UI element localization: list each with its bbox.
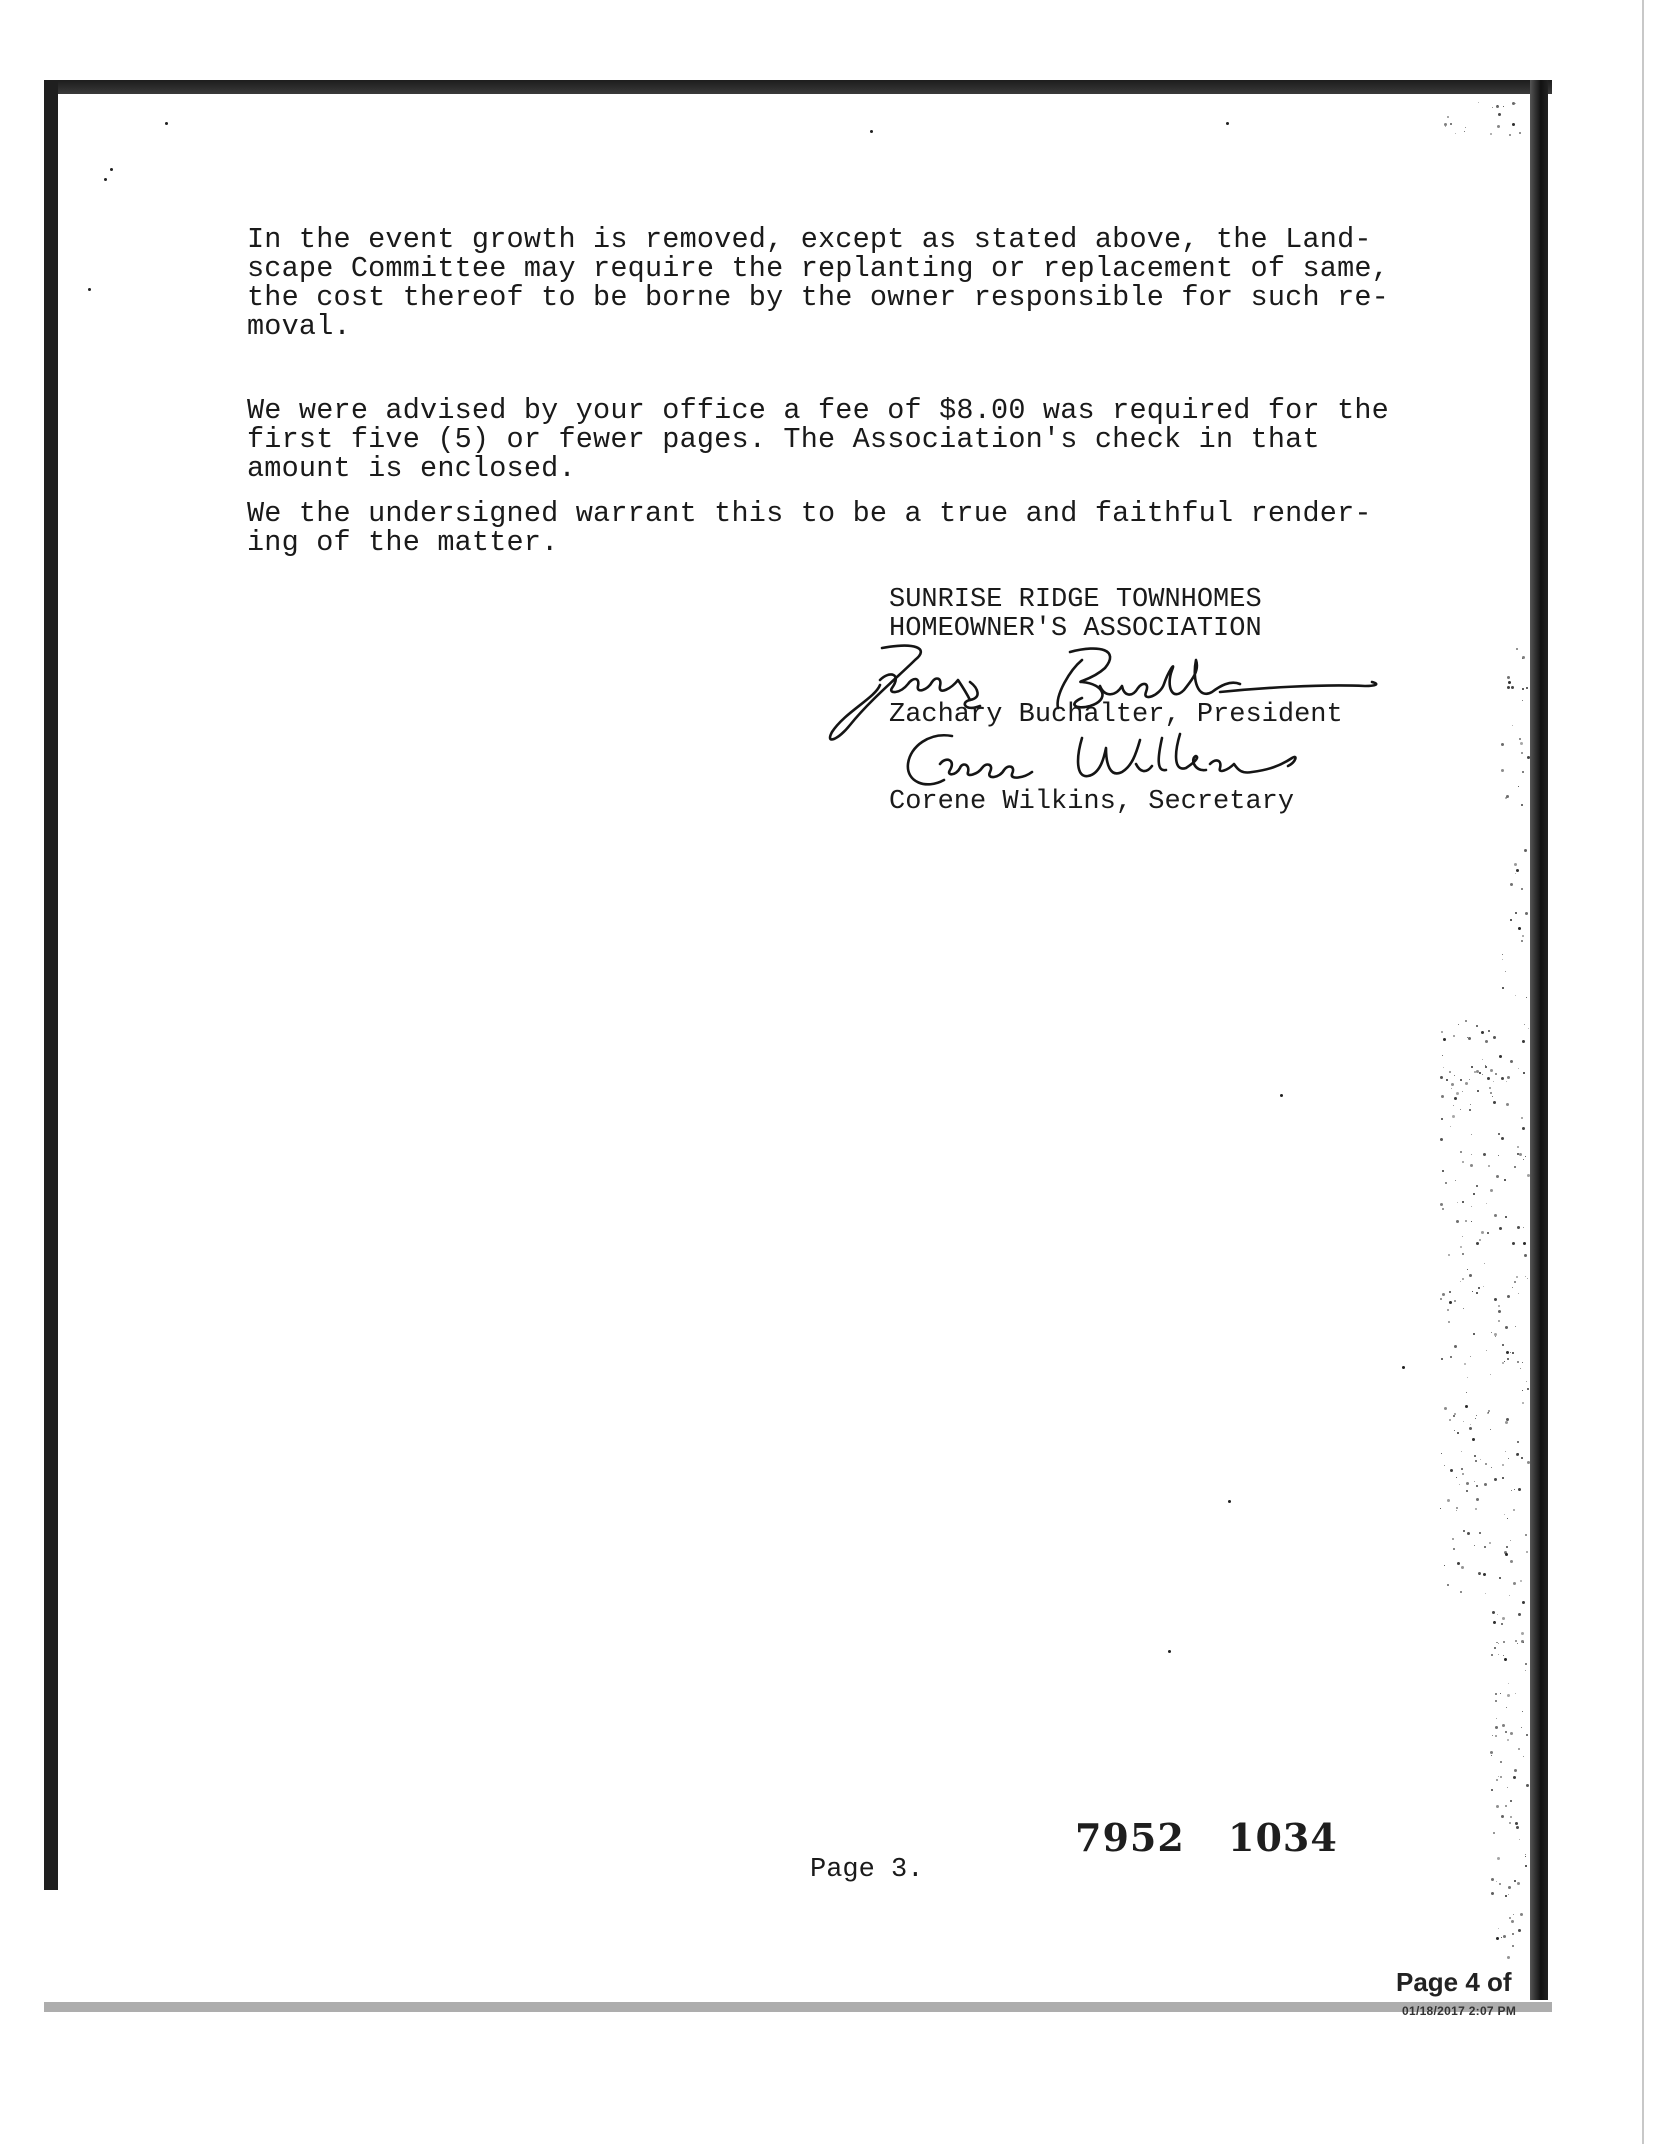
scan-speckle [1516,869,1519,872]
scan-speckle [1454,1430,1455,1431]
scan-speckle [1444,1465,1445,1466]
scan-speckle [1490,1092,1492,1094]
scan-speckle [1482,1074,1483,1075]
scan-speckle [1465,1405,1468,1408]
scan-speckle [1517,1882,1520,1885]
scan-speckle [870,130,873,133]
scan-speckle [1505,971,1506,972]
scan-speckle [1465,1020,1467,1022]
scan-speckle [1452,1538,1454,1540]
scan-speckle [1506,795,1509,798]
scan-speckle [1490,1751,1493,1754]
scan-speckle [1503,1935,1506,1938]
scan-speckle [1456,1092,1459,1095]
scan-speckle [1525,1856,1526,1857]
scan-speckle [88,288,91,291]
scan-speckle [1494,1214,1497,1217]
scan-speckle [1478,1287,1480,1289]
scan-speckle [1473,1193,1475,1195]
association-name-line-1: SUNRISE RIDGE TOWNHOMES [889,585,1262,615]
page-number-label: Page 3. [810,1855,924,1885]
scan-speckle [1454,1413,1456,1415]
scan-speckle [1496,1937,1499,1940]
scan-speckle [1521,1727,1522,1728]
scan-speckle [1522,935,1524,937]
scan-speckle [1495,1336,1496,1337]
scan-speckle [1476,1498,1479,1501]
scan-speckle [1494,1621,1495,1622]
scan-speckle [1508,681,1511,684]
scan-speckle [1467,1532,1470,1535]
scan-speckle [1475,1418,1476,1419]
scan-speckle [1505,1421,1508,1424]
scan-speckle [1512,1352,1514,1354]
scan-speckle [1499,1883,1501,1885]
scan-speckle [1490,133,1492,135]
scan-speckle [1521,888,1523,890]
scan-speckle [1513,1776,1516,1779]
scan-speckle [1456,1220,1459,1223]
scan-speckle [1469,1274,1472,1277]
scan-speckle [1513,1582,1516,1585]
scan-speckle [1519,738,1521,740]
scan-speckle [1468,1037,1471,1040]
scan-speckle [1485,1593,1486,1594]
scan-speckle [1461,1451,1462,1452]
scan-speckle [1522,688,1524,690]
scan-speckle [1522,1402,1524,1404]
scan-speckle [1523,1756,1524,1757]
scan-speckle [1510,883,1513,886]
footer-timestamp: 01/18/2017 2:07 PM [1402,2004,1517,2018]
scan-speckle [1504,1179,1506,1181]
scan-speckle [1498,113,1501,116]
paragraph-fee: We were advised by your office a fee of $8.00 was required for the first five (5) or fewer pages. The Association's check in that amount is enclosed. [247,394,1389,485]
scan-speckle [1512,1933,1514,1935]
scan-speckle [1508,1683,1509,1684]
scan-speckle [1512,123,1515,126]
scan-speckle [1525,1534,1527,1536]
scan-speckle [1450,1469,1453,1472]
scan-speckle [1505,1805,1507,1807]
scan-speckle [1464,1363,1466,1365]
scan-speckle [104,178,107,181]
scan-speckle [1498,1320,1500,1322]
scan-speckle [1526,997,1527,998]
association-name-line-2: HOMEOWNER'S ASSOCIATION [889,614,1262,644]
scan-speckle [1491,1332,1492,1333]
scan-speckle [1469,1427,1472,1430]
scan-speckle [1522,771,1524,773]
scan-speckle [1491,1467,1492,1468]
scan-speckle [1450,123,1452,125]
scan-speckle [1460,1079,1462,1081]
scan-speckle [110,168,113,171]
scan-speckle [1475,1508,1477,1510]
scan-speckle [1502,959,1503,960]
scan-speckle [1449,1419,1451,1421]
scan-speckle [1460,1109,1461,1110]
scan-speckle [1445,1182,1447,1184]
scan-speckle [1511,1920,1514,1923]
scan-speckle [1449,1071,1451,1073]
scan-speckle [1520,1580,1522,1582]
scan-speckle [1505,1731,1507,1733]
scan-speckle [1474,1481,1475,1482]
scan-speckle [1477,1090,1479,1092]
scan-speckle [1464,131,1465,132]
scan-speckle [1509,134,1511,136]
scan-speckle [1518,1613,1521,1616]
scan-speckle [1479,1532,1481,1534]
scan-speckle [1457,1432,1459,1434]
scan-speckle [1460,1591,1462,1593]
scan-speckle [1511,1490,1512,1491]
scan-speckle [1522,1040,1525,1043]
scan-speckle [1518,1293,1519,1294]
scan-speckle [1508,1458,1509,1459]
scan-speckle [1517,1226,1520,1229]
scan-speckle [1498,1155,1499,1156]
scan-speckle [1168,1650,1171,1653]
scan-speckle [1515,1822,1518,1825]
scan-speckle [1527,756,1530,759]
scan-speckle [1517,1361,1519,1363]
viewer-edge [1642,0,1644,2144]
scan-speckle [1501,1077,1504,1080]
scan-speckle [1526,1784,1529,1787]
scan-speckle [1447,1584,1449,1586]
scan-speckle [1502,1464,1504,1466]
scan-speckle [1504,1658,1507,1661]
scan-speckle [1488,1165,1490,1167]
scan-speckle [1504,1514,1505,1515]
scan-speckle [1520,1368,1521,1369]
scan-speckle [1525,912,1528,915]
paragraph-growth-removal: In the event growth is removed, except as stated above, the Land- scape Committee may require the replanting or replacement of same, the cost thereof to be borne by the owner responsible for such re- moval. [247,223,1389,343]
scan-speckle [1462,1236,1463,1237]
scan-speckle [1441,1358,1443,1360]
scan-speckle [1470,1424,1471,1425]
scan-speckle [1456,1477,1457,1478]
scan-speckle [1442,1208,1444,1210]
scan-speckle [1519,1153,1522,1156]
scan-speckle [1402,1366,1405,1369]
scan-speckle [1447,1309,1449,1311]
scan-speckle [1496,1718,1497,1719]
scan-speckle [1502,1724,1505,1727]
scan-speckle [1463,1421,1464,1422]
scan-speckle [1522,1390,1523,1391]
scan-speckle [1441,1031,1443,1033]
scan-speckle [1506,1351,1509,1354]
scan-speckle [1280,1094,1283,1097]
scan-speckle [1501,1937,1502,1938]
scan-speckle [1455,1180,1456,1181]
scan-speckle [1466,1490,1468,1492]
scan-speckle [1525,1670,1526,1671]
scan-speckle [1471,1134,1472,1135]
scan-speckle [1462,1161,1464,1163]
scan-speckle [1454,1300,1456,1302]
scan-speckle [1498,1133,1500,1135]
scan-speckle [1448,1254,1450,1256]
footer-page-count: Page 4 of [1396,1967,1512,1997]
scan-speckle [1522,1127,1525,1130]
scan-speckle [165,122,168,125]
scan-speckle [1517,1146,1519,1148]
scan-speckle [1441,1118,1443,1120]
secretary-name-title: Corene Wilkins, Secretary [889,787,1295,817]
scan-speckle [1496,1805,1499,1808]
scan-speckle [1515,912,1517,914]
scan-speckle [1516,1276,1518,1278]
scan-speckle [1495,1700,1497,1702]
president-name-title: Zachary Buchalter, President [889,700,1343,730]
scan-speckle [1491,1892,1494,1895]
scan-speckle [1506,1546,1508,1548]
scan-speckle [1478,102,1479,103]
scan-speckle [1459,1484,1460,1485]
scan-speckle [1456,1510,1457,1511]
scan-speckle [1517,1441,1519,1443]
scan-speckle [1510,1540,1511,1541]
scan-speckle [1483,1286,1484,1287]
scanned-page [44,80,1552,2000]
scan-speckle [1527,1461,1530,1464]
scan-speckle [1505,1216,1507,1218]
scan-speckle [1460,1246,1462,1248]
recording-page-number: 1034 [1228,1815,1338,1860]
scan-speckle [1462,1091,1463,1092]
scan-speckle [1506,1707,1507,1708]
scan-edge-bottom [44,2002,1552,2012]
scan-speckle [1510,1732,1513,1735]
scan-speckle [1489,1542,1491,1544]
recording-book-number: 7952 [1075,1815,1185,1860]
scan-speckle [1479,1072,1481,1074]
scan-speckle [1522,1711,1523,1712]
scan-speckle [1510,1816,1512,1818]
scan-speckle [1226,122,1229,125]
scan-speckle [1498,1654,1499,1655]
scan-speckle [1518,1748,1520,1750]
scan-speckle [1518,1068,1519,1069]
scan-edge-top [44,80,1552,94]
scan-edge-left [44,80,58,1890]
scan-speckle [1527,1174,1530,1177]
scan-speckle [1507,1358,1509,1360]
scan-speckle [1502,1477,1504,1479]
scan-speckle [1443,1038,1446,1041]
scan-speckle [1470,1104,1471,1105]
scan-speckle [1474,1071,1476,1073]
scan-speckle [1484,1546,1486,1548]
scan-speckle [1450,1126,1451,1127]
scan-speckle [1491,1878,1494,1881]
scan-speckle [1500,1776,1502,1778]
scan-speckle [1496,1779,1498,1781]
scan-speckle [1515,873,1516,874]
scan-speckle [1523,1072,1525,1074]
scan-speckle [1453,1548,1455,1550]
scan-speckle [1457,1202,1458,1203]
scan-speckle [1450,1356,1452,1358]
scan-speckle [1516,648,1518,650]
scan-speckle [1501,1137,1504,1140]
scan-speckle [1454,1345,1457,1348]
scan-speckle [1463,1308,1464,1309]
scan-speckle [1478,1572,1481,1575]
scan-speckle [1442,1293,1445,1296]
scan-edge-right [1530,80,1548,2000]
scan-speckle [1465,1220,1467,1222]
scan-speckle [1462,1201,1464,1203]
scan-speckle [1512,1287,1513,1288]
paragraph-warranty: We the undersigned warrant this to be a true and faithful render- ing of the matter. [247,497,1372,559]
scan-speckle [1507,1076,1510,1079]
scan-speckle [1228,1500,1231,1503]
